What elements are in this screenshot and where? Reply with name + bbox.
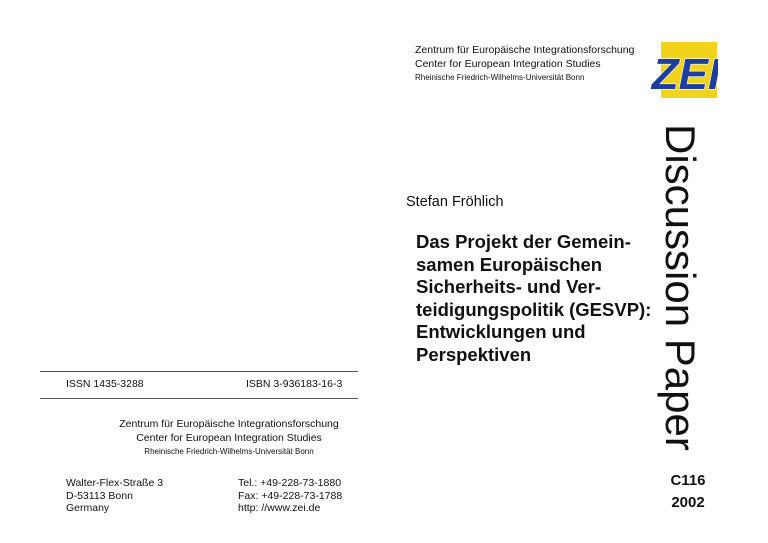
- front-institute-block: [415, 43, 634, 85]
- phone: Tel.: +49-228-73-1880: [238, 477, 342, 489]
- top-divider: [40, 371, 358, 372]
- institute-name-de: Zentrum für Europäische Integrationsforschung: [119, 418, 339, 430]
- issn: ISSN 1435-3288: [66, 378, 144, 390]
- paper-number: C116: [670, 472, 706, 489]
- title-line: Perspektiven: [416, 343, 532, 365]
- title-line: Das Projekt der Gemein-: [416, 231, 631, 252]
- paper-title: [416, 231, 656, 366]
- bottom-divider: [40, 398, 358, 399]
- back-institute-block: [40, 417, 418, 459]
- isbn: ISBN 3-936183-16-3: [246, 378, 343, 390]
- institute-name-de: Zentrum für Europäische Integrationsforschung: [415, 44, 635, 56]
- title-line: teidigungspolitik (GESVP):: [416, 298, 652, 320]
- title-line: Sicherheits- und Ver-: [416, 276, 602, 297]
- contact-info: [238, 477, 342, 515]
- postal-address: [66, 477, 163, 515]
- institute-name-en: Center for European Integration Studies: [415, 58, 601, 70]
- institute-name-en: Center for European Integration Studies: [136, 432, 322, 444]
- fax: Fax: +49-228-73-1788: [238, 489, 343, 502]
- university-name: Rheinische Friedrich-Wilhelms-Universität Bonn: [415, 73, 585, 82]
- address-city: D-53113 Bonn: [66, 489, 133, 502]
- logo-text: ZEI: [651, 50, 718, 99]
- author: Stefan Fröhlich: [406, 194, 504, 210]
- address-country: Germany: [66, 502, 110, 514]
- series-title: Discussion Paper: [657, 124, 704, 451]
- zei-logo: [646, 42, 718, 105]
- publication-year: 2002: [671, 494, 705, 511]
- title-line: samen Europäischen: [416, 253, 603, 275]
- title-line: Entwicklungen und: [416, 321, 586, 342]
- university-name: Rheinische Friedrich-Wilhelms-Universität Bonn: [144, 447, 314, 456]
- website: http: //www.zei.de: [238, 502, 321, 514]
- address-street: Walter-Flex-Straße 3: [66, 477, 164, 489]
